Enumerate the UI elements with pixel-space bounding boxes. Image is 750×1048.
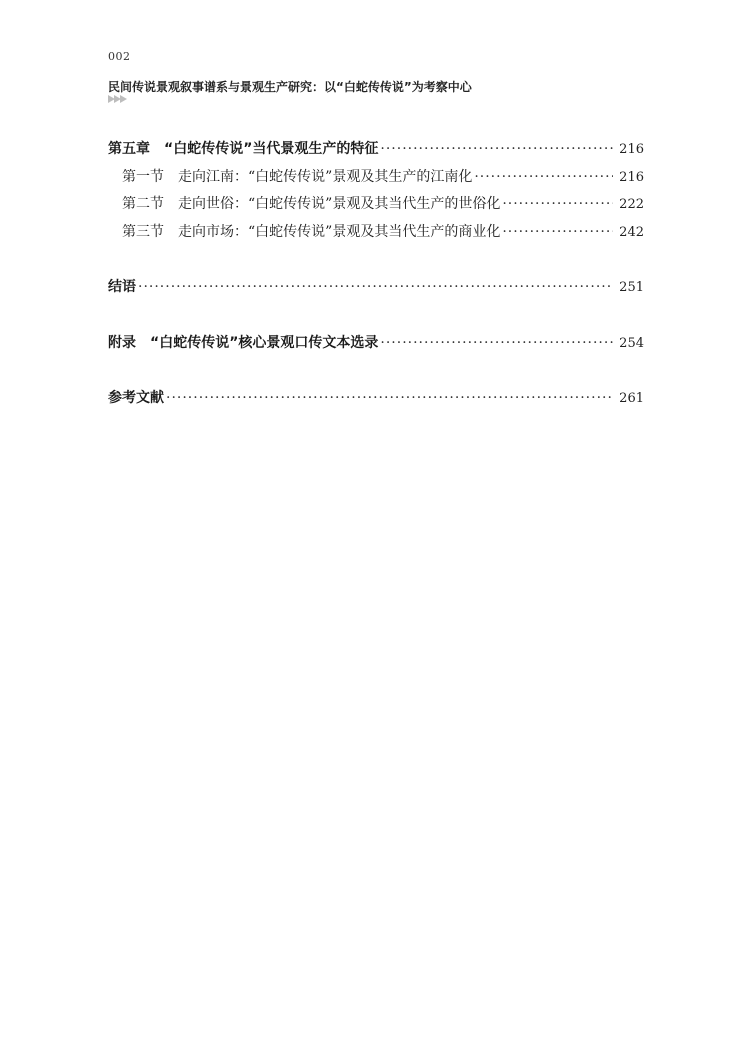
toc-entry-label xyxy=(122,166,472,188)
toc-entry-references[interactable] xyxy=(108,387,644,409)
toc-leader-dots xyxy=(502,193,613,215)
toc-page-number: 254 xyxy=(619,336,644,351)
toc-page-number: 261 xyxy=(619,391,644,406)
toc-entry-label: 参考文献 xyxy=(108,390,164,406)
toc-entry-label xyxy=(122,193,500,215)
toc-section-number: 第一节 xyxy=(122,169,164,185)
toc-entry-section3[interactable] xyxy=(122,221,644,243)
toc-entry-chapter5[interactable] xyxy=(108,138,644,160)
page-number: 002 xyxy=(108,50,131,63)
header-arrow-icon xyxy=(108,95,126,103)
toc-leader-dots xyxy=(474,166,613,188)
toc-entry-section1[interactable] xyxy=(122,166,644,188)
toc-entry-conclusion[interactable] xyxy=(108,276,644,298)
toc-section-title: 走向世俗：“白蛇传传说”景观及其当代生产的世俗化 xyxy=(178,196,501,212)
toc-section-number: 第三节 xyxy=(122,224,164,240)
toc-page-number: 242 xyxy=(619,225,644,240)
toc-page-number: 251 xyxy=(619,280,644,295)
toc-page-number: 222 xyxy=(619,197,644,212)
toc-leader-dots xyxy=(380,332,613,354)
toc-entry-label: 第五章 “白蛇传传说”当代景观生产的特征 xyxy=(108,141,379,157)
toc-entry-section2[interactable] xyxy=(122,193,644,215)
toc-section-title: 走向江南：“白蛇传传说”景观及其生产的江南化 xyxy=(178,169,473,185)
toc-leader-dots xyxy=(138,276,613,298)
toc-page-number: 216 xyxy=(619,142,644,157)
toc-entry-label: 结语 xyxy=(108,279,136,295)
toc-entry-appendix[interactable] xyxy=(108,332,644,354)
toc-leader-dots xyxy=(502,221,613,243)
toc-entry-label xyxy=(122,221,500,243)
toc-section-title: 走向市场：“白蛇传传说”景观及其当代生产的商业化 xyxy=(178,224,501,240)
toc-leader-dots xyxy=(380,138,613,160)
toc-entry-label: 附录 “白蛇传传说”核心景观口传文本选录 xyxy=(108,335,379,351)
toc-leader-dots xyxy=(166,387,613,409)
running-header: 民间传说景观叙事谱系与景观生产研究：以“白蛇传传说”为考察中心 xyxy=(108,80,472,94)
toc-section-number: 第二节 xyxy=(122,196,164,212)
toc-page-number: 216 xyxy=(619,170,644,185)
